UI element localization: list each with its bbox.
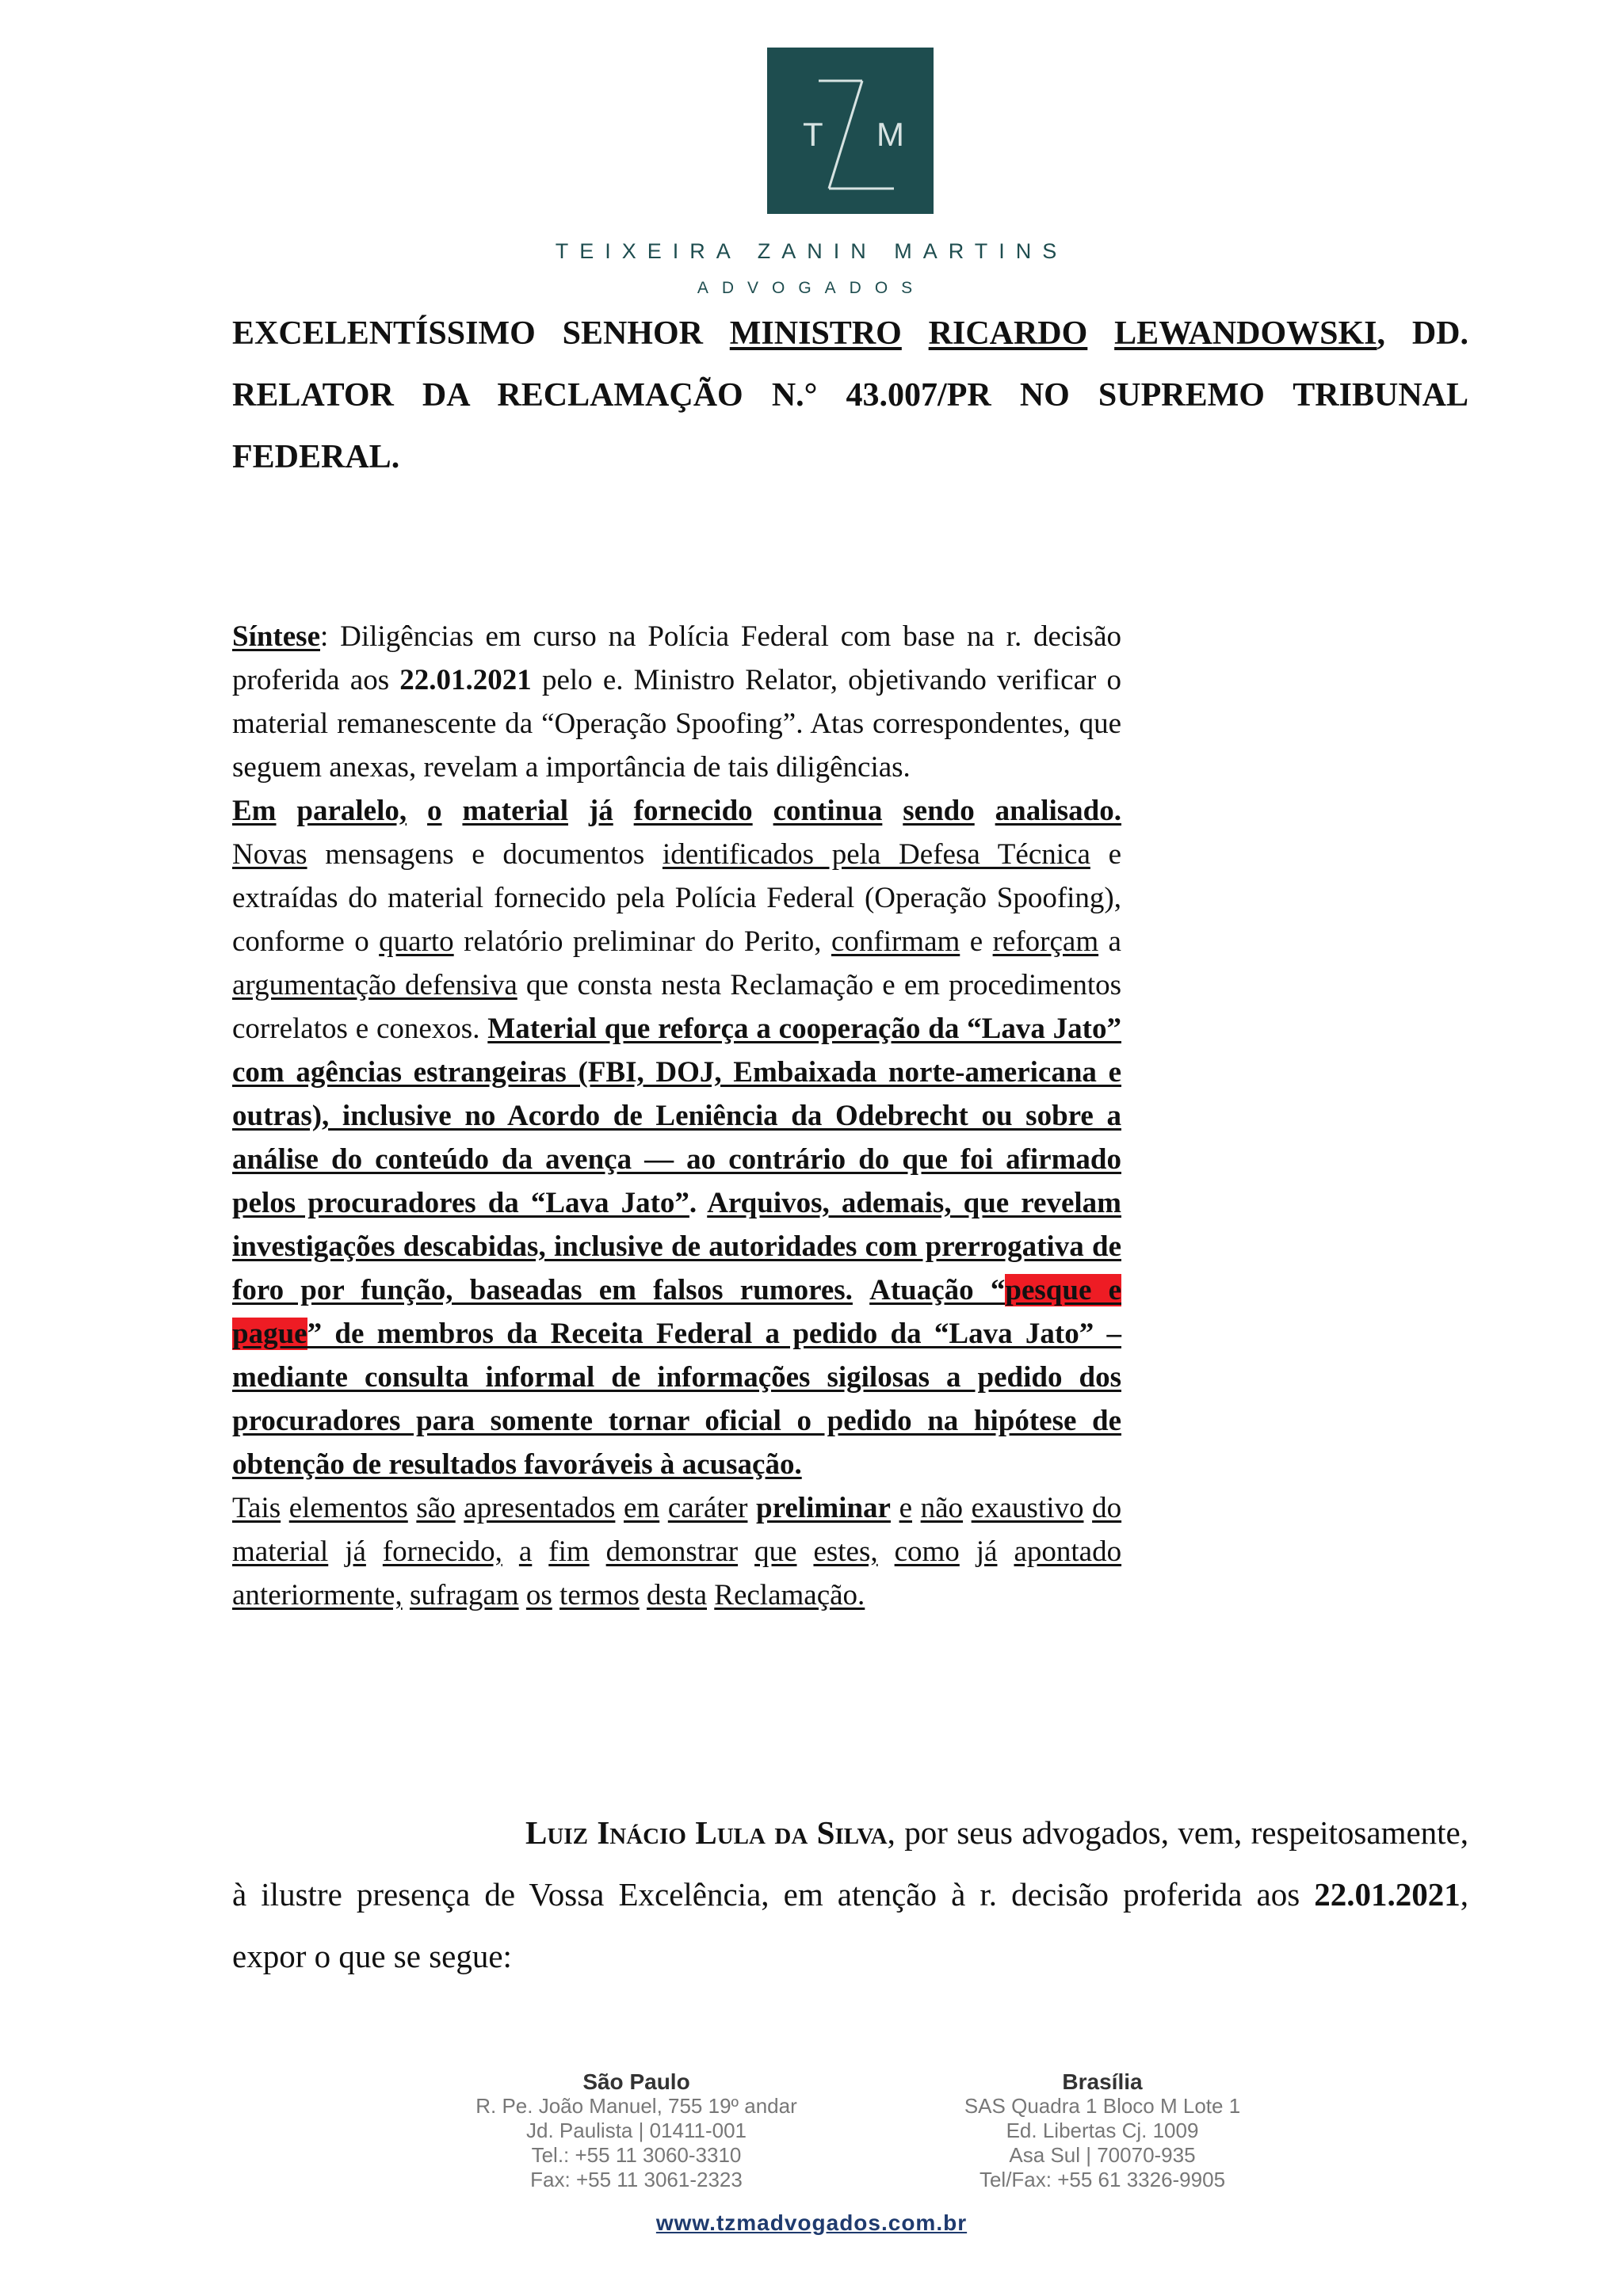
word: já: [976, 1535, 998, 1568]
word: continua: [773, 795, 883, 827]
text-run: argumentação defensiva: [232, 969, 517, 1001]
text-run: e: [960, 925, 993, 958]
word: já: [588, 795, 613, 827]
word: material: [462, 795, 568, 827]
address-line: Jd. Paulista | 01411-001: [525, 2119, 747, 2142]
word: o: [427, 795, 442, 827]
word: fornecido: [633, 795, 753, 827]
word: anteriormente,: [232, 1579, 403, 1611]
text-run: [853, 1274, 869, 1306]
firm-subtitle: ADVOGADOS: [697, 279, 926, 297]
word: analisado.: [995, 795, 1122, 827]
text-run: relatório preliminar do Perito,: [453, 925, 831, 958]
word: que: [754, 1535, 797, 1568]
address-line: R. Pe. João Manuel, 755 19º andar: [475, 2094, 797, 2118]
city-name: São Paulo: [582, 2069, 690, 2094]
word: são: [416, 1492, 456, 1524]
word: estes,: [813, 1535, 878, 1568]
opening-text-2: , expor o que se segue:: [232, 1876, 1468, 1974]
word: paralelo,: [296, 795, 407, 827]
footer-brasilia: [916, 2069, 1289, 2192]
word: caráter: [667, 1492, 748, 1524]
word: apontado: [1014, 1535, 1122, 1568]
text-run: mensagens e documentos: [307, 838, 663, 871]
word: fornecido,: [382, 1535, 502, 1568]
text-run: quarto: [379, 925, 454, 958]
word: material: [232, 1535, 329, 1568]
word: apresentados: [464, 1492, 616, 1524]
word: os: [525, 1579, 552, 1611]
firm-logo: [767, 48, 934, 214]
client-name: Luiz Inácio Lula da Silva: [525, 1814, 888, 1851]
footer-sao-paulo: [450, 2069, 823, 2192]
text-run: reforçam: [992, 925, 1099, 958]
synthesis-block: [232, 615, 1121, 1617]
address-line: SAS Quadra 1 Bloco M Lote 1: [964, 2094, 1241, 2118]
bold-underlined-passage: Arquivos, ademais, que revelam investigações descabidas, inclusive de autoridades com prerrogativa de foro por função, baseadas em falsos rumores.: [232, 1187, 1121, 1306]
word: demonstrar: [605, 1535, 739, 1568]
synthesis-paragraph-2: [232, 789, 1121, 833]
word: Em: [232, 795, 277, 827]
opening-date: 22.01.2021: [1314, 1876, 1461, 1913]
word: como: [894, 1535, 960, 1568]
word: termos: [559, 1579, 640, 1611]
logo-letter-t: T: [803, 116, 823, 153]
addressee-block: [232, 303, 1468, 488]
address-line: Asa Sul | 70070-935: [1009, 2143, 1196, 2167]
word: a: [518, 1535, 533, 1568]
word: Tais: [232, 1492, 281, 1524]
synthesis-paragraph-1: [232, 615, 1121, 789]
word: em: [624, 1492, 660, 1524]
addressee-first-name: RICARDO: [928, 315, 1088, 352]
synthesis-text-1: : Diligências em curso na Polícia Federal com base na r. decisão proferida aos: [232, 620, 1121, 696]
word: e: [899, 1492, 913, 1524]
word: Reclamação.: [714, 1579, 865, 1611]
decision-date: 22.01.2021: [399, 664, 532, 696]
text-run: a: [1098, 925, 1121, 958]
text-run: ” de membros da Receita Federal a pedido da “Lava Jato” – mediante consulta informal de informações sigilosas a pedido dos procuradores para somente tornar oficial o pedido na hipótese de obtenção de resultados favoráveis à acusação.: [232, 1318, 1121, 1481]
addressee-title: MINISTRO: [729, 315, 902, 352]
city-name: Brasília: [1062, 2069, 1143, 2094]
word: elementos: [288, 1492, 408, 1524]
bold-underlined-passage: Material que reforça a cooperação da “Lava Jato” com agências estrangeiras (FBI, DOJ, Embaixada norte-americana e outras), inclusive no Acordo de Leniência da Odebrecht ou sobre a análise do conteúdo da avença — ao contrário do que foi afirmado pelos procuradores da “Lava Jato”: [232, 1013, 1121, 1219]
phone-line: Tel.: +55 11 3060-3310: [531, 2143, 742, 2167]
word: sufragam: [409, 1579, 519, 1611]
text-run: e extraídas do material fornecido pela Polícia Federal (Operação Spoofing), conforme o: [232, 838, 1121, 958]
word: sendo: [903, 795, 975, 827]
word: já: [345, 1535, 366, 1568]
word: exaustivo: [971, 1492, 1084, 1524]
synthesis-label: Síntese: [232, 620, 320, 653]
addressee-last-name: LEWANDOWSKI: [1114, 315, 1377, 352]
highlighted-term: pesque e pague: [232, 1274, 1121, 1350]
phone-fax-line: Tel/Fax: +55 61 3326-9905: [979, 2168, 1226, 2191]
word: não: [920, 1492, 964, 1524]
word: fim: [548, 1535, 590, 1568]
website-link[interactable]: www.tzmadvogados.com.br: [655, 2210, 968, 2235]
text-run: Atuação “: [869, 1274, 1006, 1306]
addressee-line-2: RELATOR DA RECLAMAÇÃO N.° 43.007/PR NO SUPREMO TRIBUNAL: [232, 377, 1468, 414]
word: do: [1092, 1492, 1122, 1524]
synthesis-paragraph-4: [232, 1486, 1121, 1617]
addressee-suffix: , DD.: [1377, 315, 1469, 352]
address-line: Ed. Libertas Cj. 1009: [1006, 2119, 1199, 2142]
opening-text: [232, 1802, 1468, 1987]
synthesis-paragraph-3: [232, 833, 1121, 1486]
word: desta: [646, 1579, 708, 1611]
addressee-prefix: EXCELENTÍSSIMO SENHOR: [232, 315, 730, 352]
opening-text-1: , por seus advogados, vem, respeitosamente, à ilustre presença de Vossa Excelência, em atenção à r. decisão proferida aos: [232, 1814, 1468, 1913]
text-run: .: [689, 1187, 708, 1219]
word: preliminar: [756, 1492, 891, 1524]
addressee-line-3: FEDERAL.: [232, 439, 400, 475]
fax-line: Fax: +55 11 3061-2323: [530, 2168, 743, 2191]
firm-name: TEIXEIRA ZANIN MARTINS: [555, 239, 1068, 263]
logo-letter-m: M: [876, 116, 904, 153]
text-run: Novas: [232, 838, 307, 871]
opening-paragraph: [232, 1802, 1468, 1987]
tzm-monogram-icon: [767, 48, 934, 214]
text-run: que consta nesta Reclamação e em procedimentos correlatos e conexos.: [232, 969, 1121, 1045]
text-run: identificados pela Defesa Técnica: [662, 838, 1090, 871]
addressee-line-1: [232, 303, 1468, 364]
synthesis-text-2: pelo e. Ministro Relator, objetivando verificar o material remanescente da “Operação Spoofing”. Atas correspondentes, que seguem anexas, revelam a importância de tais diligências.: [232, 664, 1121, 784]
text-run: confirmam: [831, 925, 960, 958]
